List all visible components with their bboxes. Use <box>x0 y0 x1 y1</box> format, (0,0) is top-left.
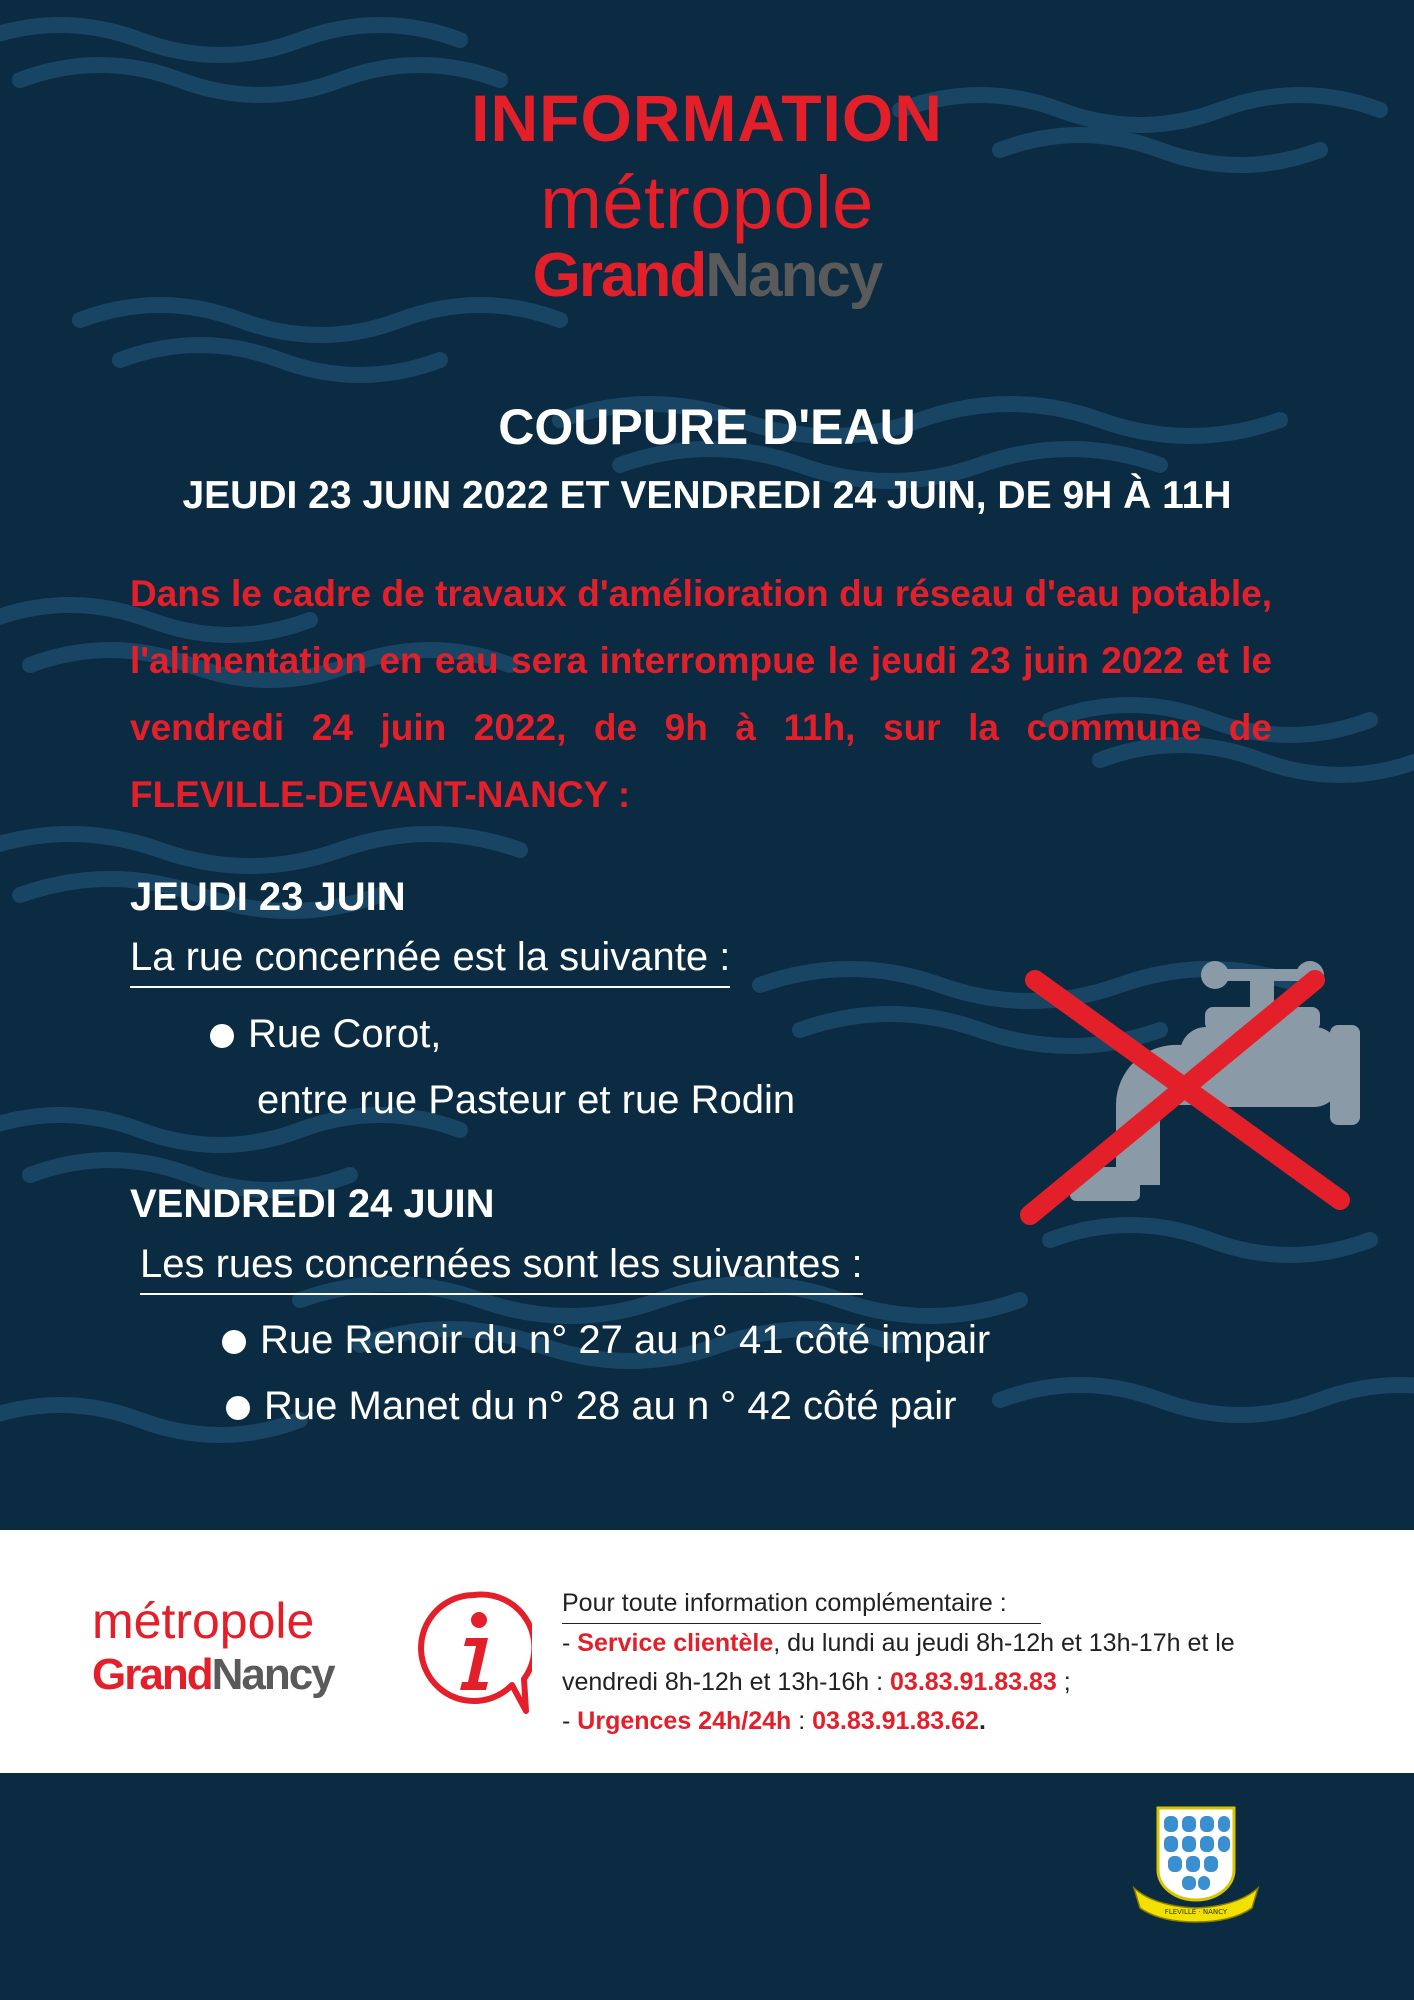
urgence-separator: : <box>791 1707 813 1735</box>
svg-text:FLEVILLE · NANCY: FLEVILLE · NANCY <box>1164 1908 1228 1916</box>
contact-heading: Pour toute information complémentaire : <box>562 1584 1041 1624</box>
header-information: INFORMATION <box>471 81 943 155</box>
footer-brand-grand: Grand <box>92 1650 212 1699</box>
service-end: ; <box>1056 1668 1071 1696</box>
day2-street-2 <box>226 1384 956 1429</box>
dash: - <box>562 1707 578 1735</box>
day1-street-2: entre rue Pasteur et rue Rodin <box>257 1078 796 1122</box>
day1-street-1 <box>210 1012 441 1057</box>
day1-lead: La rue concernée est la suivante : <box>130 935 730 988</box>
fleville-crest-icon <box>1130 1802 1262 1926</box>
footer-brand-nancy: Nancy <box>211 1650 334 1699</box>
page-title: COUPURE D'EAU <box>498 399 916 455</box>
intro-paragraph: Dans le cadre de travaux d'amélioration du réseau d'eau potable, l'alimentation en eau sera interrompue le jeudi 23 juin 2022 et le vendredi 24 juin 2022, de 9h à 11h, sur la commune de FLEVILLE-DEVANT-NANCY : <box>130 573 1272 815</box>
urgence-end: . <box>978 1707 986 1735</box>
header-brand <box>0 240 1414 311</box>
service-label: Service clientèle <box>577 1629 774 1657</box>
bullet-icon <box>222 1330 246 1354</box>
day1-heading: JEUDI 23 JUIN <box>130 875 406 919</box>
footer-metropole: métropole <box>92 1593 315 1649</box>
footer-brand <box>92 1650 334 1700</box>
header-metropole: métropole <box>540 161 874 244</box>
urgence-label: Urgences 24h/24h <box>577 1707 792 1735</box>
street-text: Rue Manet du n° 28 au n ° 42 côté pair <box>264 1384 957 1428</box>
crossed-tap-icon <box>1000 945 1360 1230</box>
footer-contact <box>562 1584 1282 1741</box>
dash: - <box>562 1629 578 1657</box>
info-icon <box>416 1590 532 1716</box>
service-phone: 03.83.91.83.83 <box>890 1668 1057 1696</box>
brand-grand: Grand <box>532 241 706 310</box>
day2-street-1 <box>222 1318 990 1363</box>
street-text: Rue Corot, <box>248 1012 442 1056</box>
page-subtitle: JEUDI 23 JUIN 2022 ET VENDREDI 24 JUIN, DE 9H À 11H <box>182 474 1232 517</box>
bullet-icon <box>226 1396 250 1420</box>
day2-heading: VENDREDI 24 JUIN <box>130 1182 495 1226</box>
urgence-phone: 03.83.91.83.62 <box>812 1707 979 1735</box>
brand-nancy: Nancy <box>705 241 882 310</box>
street-text: Rue Renoir du n° 27 au n° 41 côté impair <box>260 1318 991 1362</box>
day2-lead: Les rues concernées sont les suivantes : <box>140 1242 863 1295</box>
bullet-icon <box>210 1024 234 1048</box>
service-hours: , du lundi au jeudi 8h-12h et 13h-17h et le vendredi 8h-12h et 13h-16h : <box>562 1629 1235 1696</box>
